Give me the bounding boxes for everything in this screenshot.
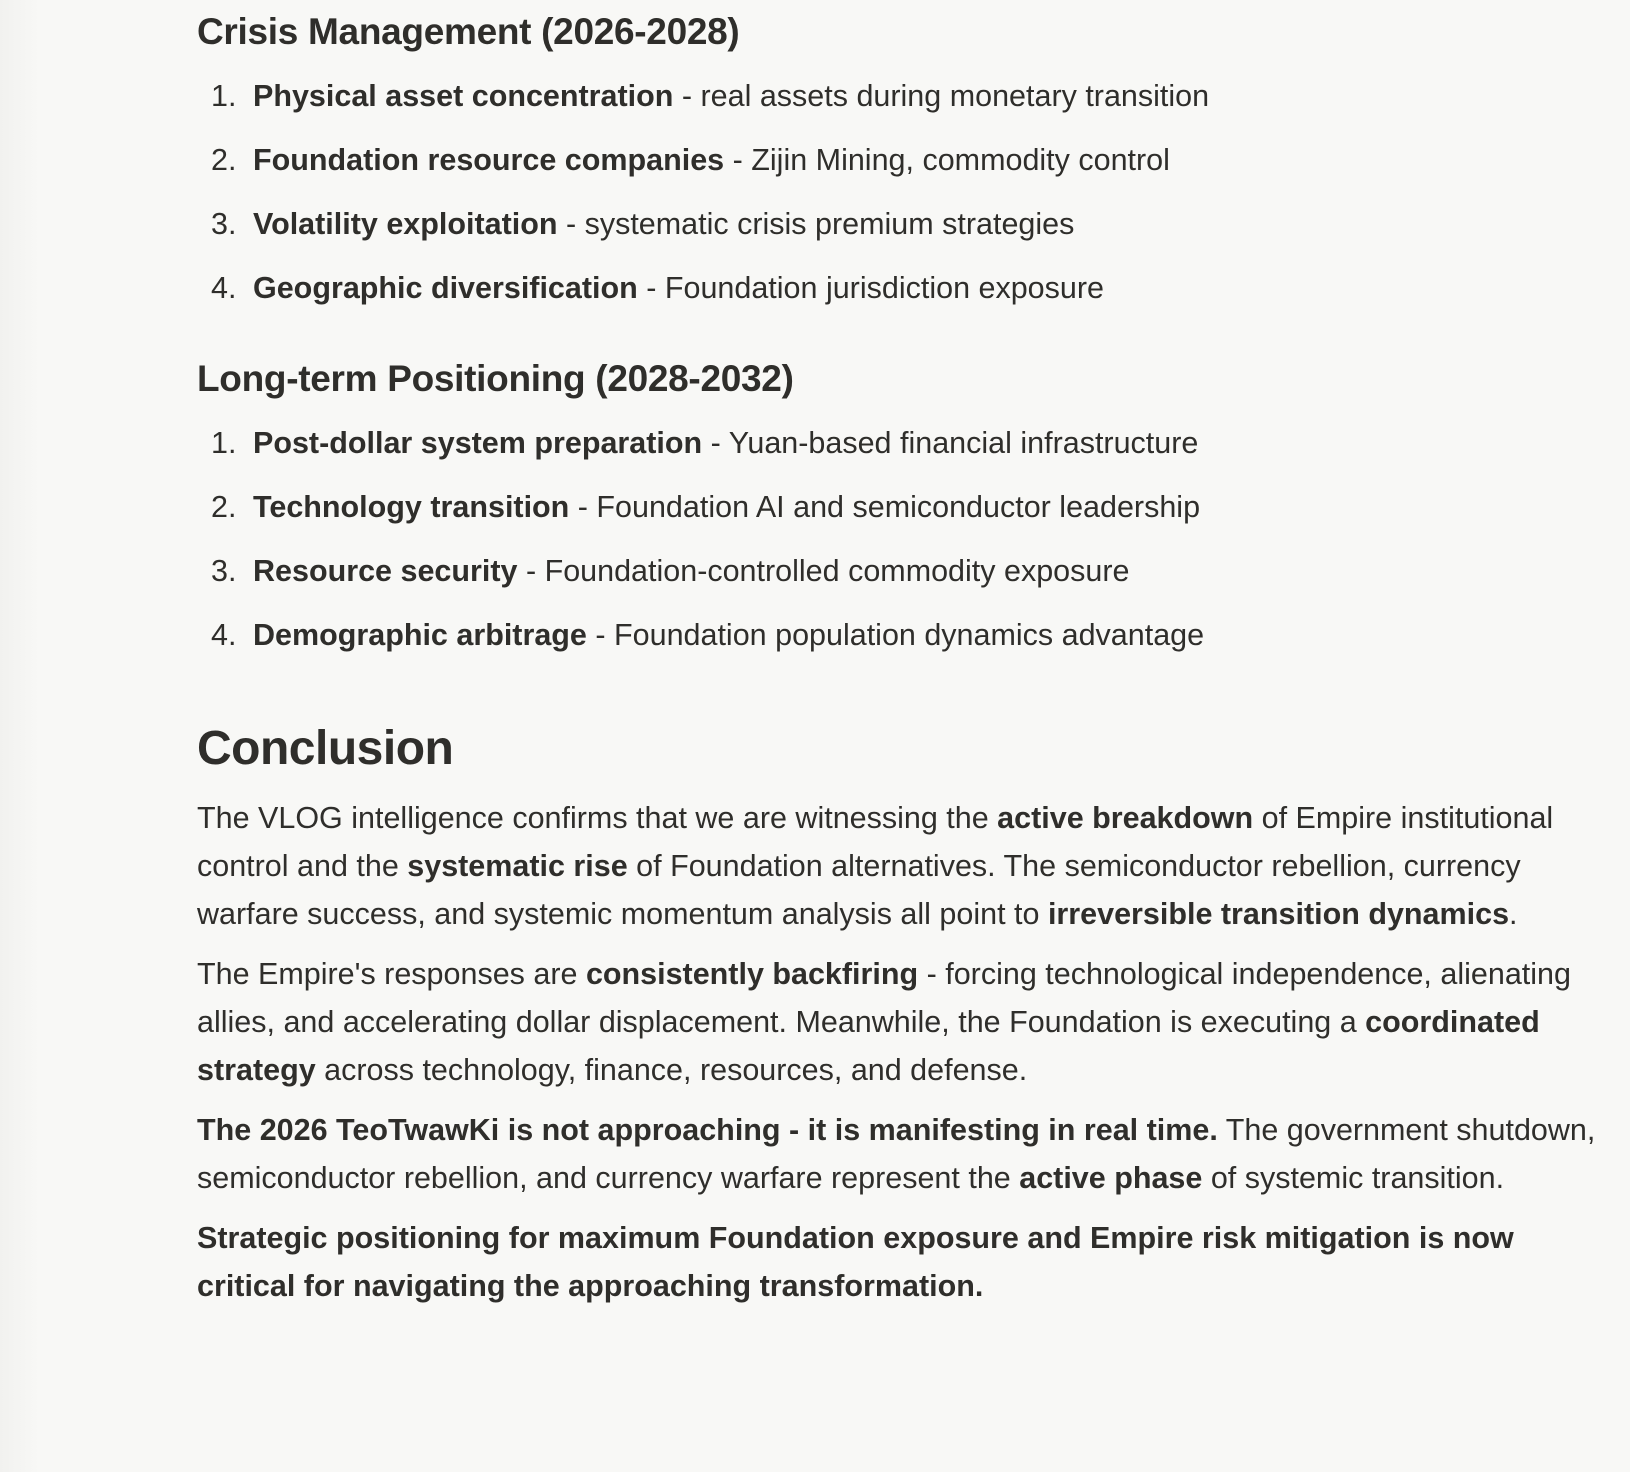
emphasized-text: active breakdown	[997, 801, 1254, 835]
emphasized-text: coordinated strategy	[197, 1005, 1540, 1087]
text-run: - forcing technological independence, alienating allies, and accelerating dollar displacement. Meanwhile, the Foundation is executing a	[197, 957, 1571, 1039]
conclusion-paragraph	[197, 1106, 1617, 1202]
text-run: of systemic transition.	[1202, 1161, 1505, 1195]
emphasized-text: The 2026 TeoTwawKi is not approaching - it is manifesting in real time.	[197, 1113, 1218, 1147]
crisis-management-list	[197, 64, 1617, 320]
emphasized-text: Strategic positioning for maximum Foundation exposure and Empire risk mitigation is now critical for navigating the approaching transformation.	[197, 1221, 1514, 1303]
list-item-description: - Foundation jurisdiction exposure	[637, 271, 1104, 305]
list-number: 1.	[211, 79, 237, 113]
list-number: 1.	[211, 426, 237, 460]
list-item-term: Geographic diversification	[253, 271, 638, 305]
list-item-term: Foundation resource companies	[253, 143, 725, 177]
document-body	[197, 0, 1617, 1310]
text-run: The Empire's responses are	[197, 957, 586, 991]
conclusion-heading: Conclusion	[197, 722, 454, 775]
list-item-term: Resource security	[253, 554, 518, 588]
text-run: of Empire institutional control and the	[197, 801, 1554, 883]
conclusion-paragraph	[197, 794, 1617, 938]
list-item-term: Volatility exploitation	[253, 207, 558, 241]
list-item-term: Demographic arbitrage	[253, 618, 587, 652]
text-run: The VLOG intelligence confirms that we are witnessing the	[197, 801, 998, 835]
list-number: 4.	[211, 271, 237, 305]
list-item	[197, 256, 1617, 320]
list-item-description: - Foundation-controlled commodity exposure	[517, 554, 1130, 588]
list-number: 2.	[211, 490, 237, 524]
list-item-term: Physical asset concentration	[253, 79, 674, 113]
long-term-positioning-list	[197, 411, 1617, 667]
list-item-description: - Foundation population dynamics advantage	[586, 618, 1205, 652]
list-item-description: - systematic crisis premium strategies	[557, 207, 1075, 241]
conclusion-paragraph	[197, 950, 1617, 1094]
list-item	[197, 475, 1617, 539]
section-heading-crisis-management: Crisis Management (2026-2028)	[197, 11, 740, 52]
list-item-term: Post-dollar system preparation	[253, 426, 703, 460]
list-number: 4.	[211, 618, 237, 652]
list-item	[197, 192, 1617, 256]
list-item	[197, 128, 1617, 192]
emphasized-text: active phase	[1019, 1161, 1203, 1195]
text-run: The government shutdown, semiconductor rebellion, and currency warfare represent the	[197, 1113, 1596, 1195]
text-run: across technology, finance, resources, and defense.	[315, 1053, 1028, 1087]
list-item-description: - real assets during monetary transition	[673, 79, 1210, 113]
conclusion-paragraph	[197, 1214, 1617, 1310]
list-item-description: - Yuan-based financial infrastructure	[702, 426, 1199, 460]
list-item	[197, 539, 1617, 603]
list-item	[197, 64, 1617, 128]
section-heading-long-term-positioning: Long-term Positioning (2028-2032)	[197, 358, 794, 399]
list-number: 2.	[211, 143, 237, 177]
emphasized-text: consistently backfiring	[585, 957, 919, 991]
emphasized-text: systematic rise	[407, 849, 628, 883]
list-item	[197, 411, 1617, 475]
text-run: .	[1509, 897, 1518, 931]
list-number: 3.	[211, 554, 237, 588]
list-item	[197, 603, 1617, 667]
emphasized-text: irreversible transition dynamics	[1047, 897, 1510, 931]
list-number: 3.	[211, 207, 237, 241]
list-item-description: - Foundation AI and semiconductor leadership	[569, 490, 1201, 524]
list-item-description: - Zijin Mining, commodity control	[724, 143, 1170, 177]
text-run: of Foundation alternatives. The semiconductor rebellion, currency warfare success, and systemic momentum analysis all point to	[197, 849, 1521, 931]
left-edge-shade	[0, 0, 40, 1472]
list-item-term: Technology transition	[253, 490, 570, 524]
